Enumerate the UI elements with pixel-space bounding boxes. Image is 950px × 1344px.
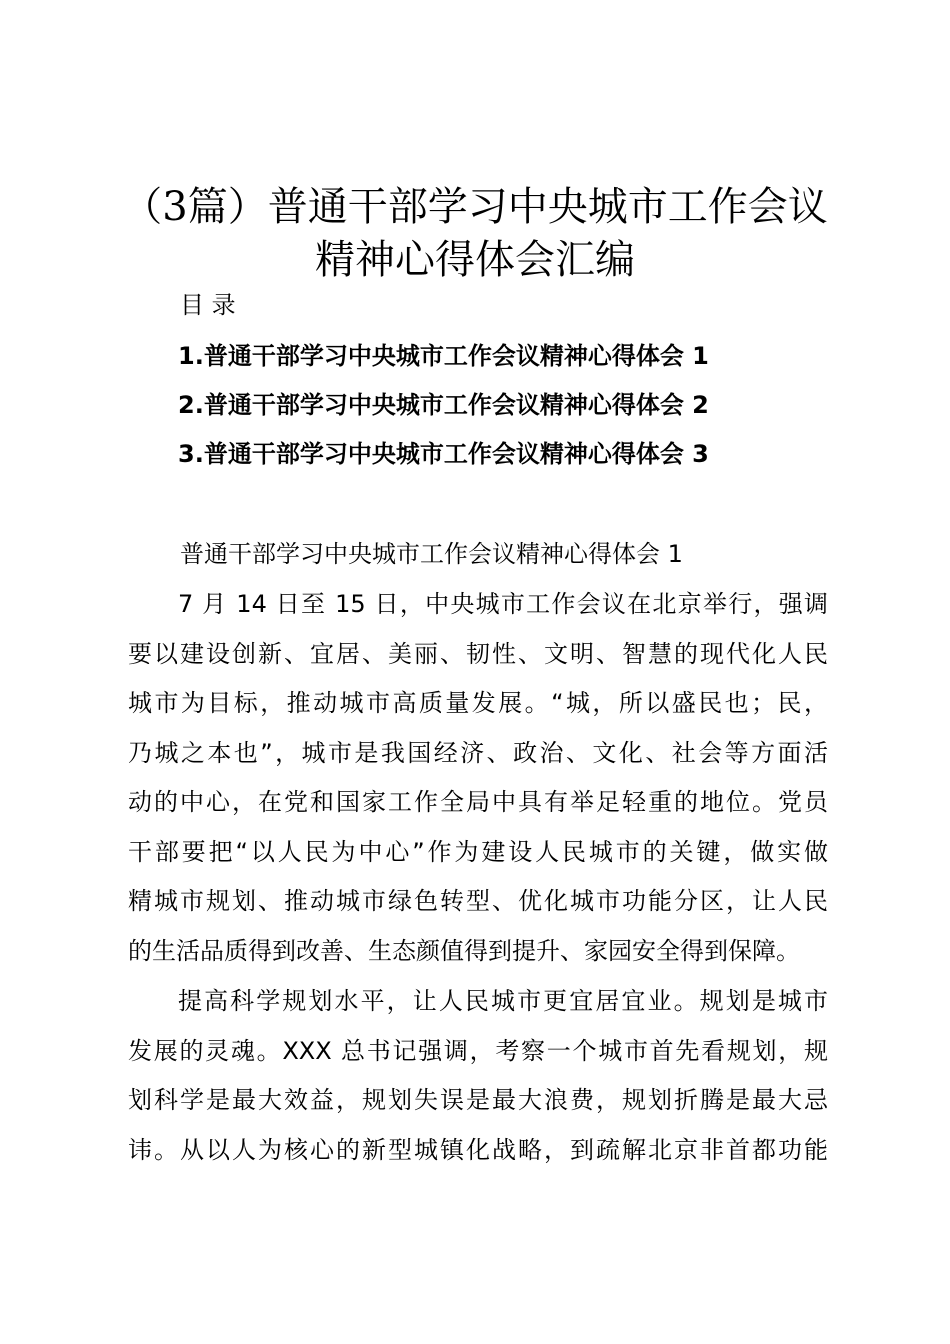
paragraph-line: 精城市规划、推动城市绿色转型、优化城市功能分区，让人民 [128, 887, 828, 915]
paragraph-line: 要以建设创新、宜居、美丽、韧性、文明、智慧的现代化人民 [128, 639, 828, 668]
section-title: 普通干部学习中央城市工作会议精神心得体会 1 [180, 540, 683, 568]
toc-item-1: 1.普通干部学习中央城市工作会议精神心得体会 1 [178, 342, 709, 370]
paragraph-line: 干部要把“以人民为中心”作为建设人民城市的关键，做实做 [128, 837, 828, 866]
document-title-line-1: （3篇）普通干部学习中央城市工作会议 [122, 184, 828, 230]
paragraph-1 [128, 580, 828, 976]
paragraph-line: 乃城之本也”，城市是我国经济、政治、文化、社会等方面活 [128, 738, 828, 767]
paragraph-line: 7 月 14 日至 15 日，中央城市工作会议在北京举行，强调 [178, 590, 828, 618]
paragraph-line: 城市为目标，推动城市高质量发展。“城，所以盛民也；民， [128, 689, 828, 717]
paragraph-2 [128, 977, 828, 1175]
paragraph-line: 讳。从以人为核心的新型城镇化战略，到疏解北京非首都功能 [128, 1135, 828, 1164]
toc-item-2: 2.普通干部学习中央城市工作会议精神心得体会 2 [178, 391, 709, 419]
paragraph-line: 发展的灵魂。XXX 总书记强调，考察一个城市首先看规划，规 [128, 1036, 828, 1065]
toc-item-3: 3.普通干部学习中央城市工作会议精神心得体会 3 [178, 440, 709, 468]
paragraph-line: 的生活品质得到改善、生态颜值得到提升、家园安全得到保障。 [128, 936, 800, 965]
toc-heading: 目 录 [180, 291, 236, 319]
paragraph-line: 动的中心，在党和国家工作全局中具有举足轻重的地位。党员 [128, 788, 828, 816]
document-title-line-2: 精神心得体会汇编 [315, 237, 635, 283]
paragraph-line: 提高科学规划水平，让人民城市更宜居宜业。规划是城市 [178, 987, 828, 1015]
paragraph-line: 划科学是最大效益，规划失误是最大浪费，规划折腾是最大忌 [128, 1086, 828, 1114]
